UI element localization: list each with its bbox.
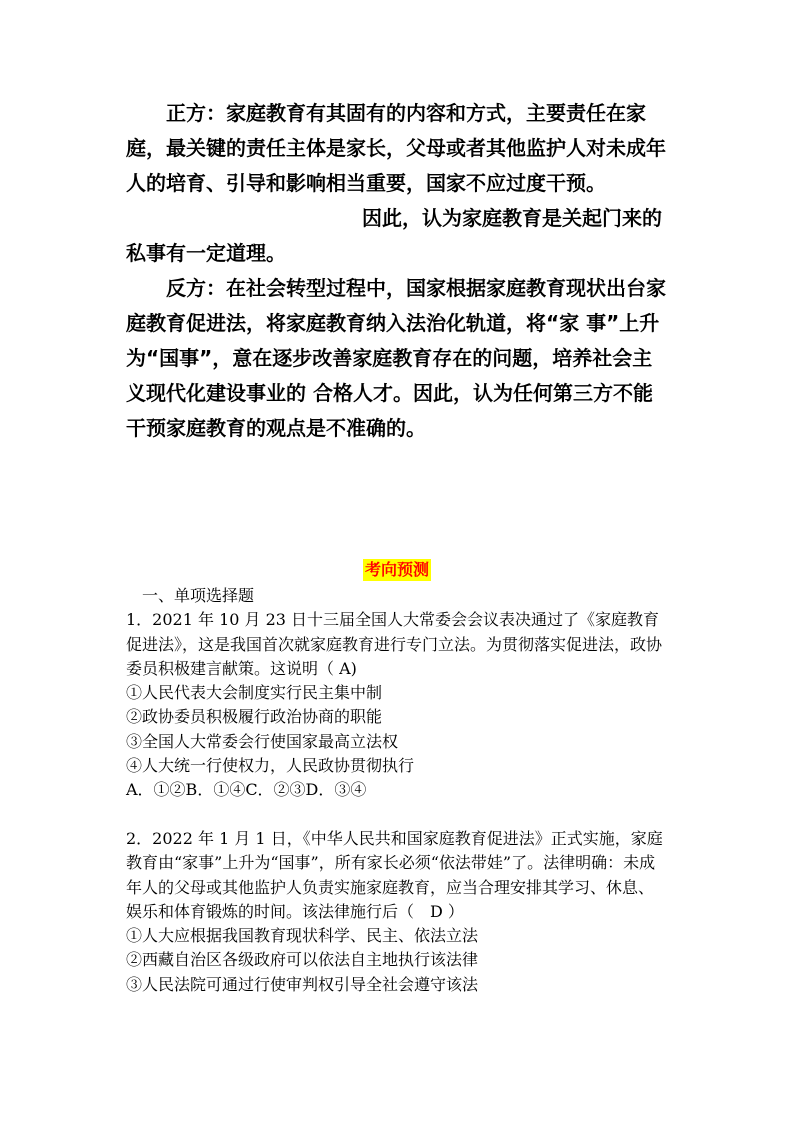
q2-option-2: ②西藏自治区各级政府可以依法自主地执行该法律 [126, 950, 479, 970]
q2-option-3: ③人民法院可通过行使审判权引导全社会遵守该法 [126, 974, 479, 994]
q2-option-1: ①人大应根据我国教育现状科学、民主、依法立法 [126, 926, 479, 946]
pro-label: 正方： [166, 101, 226, 125]
q1-option-4: ④人大统一行使权力，人民政协贯彻执行 [126, 756, 415, 776]
questions-section [126, 584, 666, 803]
forecast-heading: 考向预测 [364, 560, 429, 579]
q1-option-3: ③全国人大常委会行使国家最高立法权 [126, 731, 399, 751]
pro-paragraph [126, 96, 666, 271]
debate-section [126, 96, 666, 446]
question-2 [126, 827, 666, 997]
con-text: 在社会转型过程中，国家根据家庭教育现状出台家庭教育促进法，将家庭教育纳入法治化轨道，将“家 事”上升为“国事”，意在逐步改善家庭教育存在的问题，培养社会主义现代化建设事业的 合格人才。因此，认为任何第三方不能干预家庭教育的观点是不准确的。 [126, 276, 666, 440]
q1-option-1: ①人民代表大会制度实行民主集中制 [126, 683, 383, 703]
pro-text-1: 家庭教育有其固有的内容和方式，主要责任在家庭，最关键的责任主体是家长，父母或者其他监护人对未成年人的培育、引导和影响相当重要，国家不应过度干预。 [126, 101, 666, 195]
section-title: 一、单项选择题 [142, 586, 255, 605]
q1-stem: 1．2021 年 10 月 23 日十三届全国人大常委会会议表决通过了《家庭教育促进法》，这是我国首次就家庭教育进行专门立法。为贯彻落实促进法，政协委员积极建言献策。这说明（ A) [126, 610, 663, 678]
pro-text-2: 因此，认为家庭教育是关起门来的私事有一定道理。 [126, 206, 662, 265]
con-label: 反方： [166, 276, 226, 300]
q1-choices: A．①②B．①④C．②③D．③④ [126, 780, 367, 800]
q2-stem: 2．2022 年 1 月 1 日，《中华人民共和国家庭教育促进法》正式实施，家庭教育由“家事”上升为“国事”，所有家长必须“依法带娃”了。法律明确：未成年人的父母或其他监护人负责实施家庭教育，应当合理安排其学习、休息、娱乐和体育锻炼的时间。该法律施行后（ D ） [126, 829, 663, 921]
heading-wrap [0, 559, 794, 581]
q1-option-2: ②政协委员积极履行政治协商的职能 [126, 707, 383, 727]
con-paragraph [126, 271, 666, 446]
